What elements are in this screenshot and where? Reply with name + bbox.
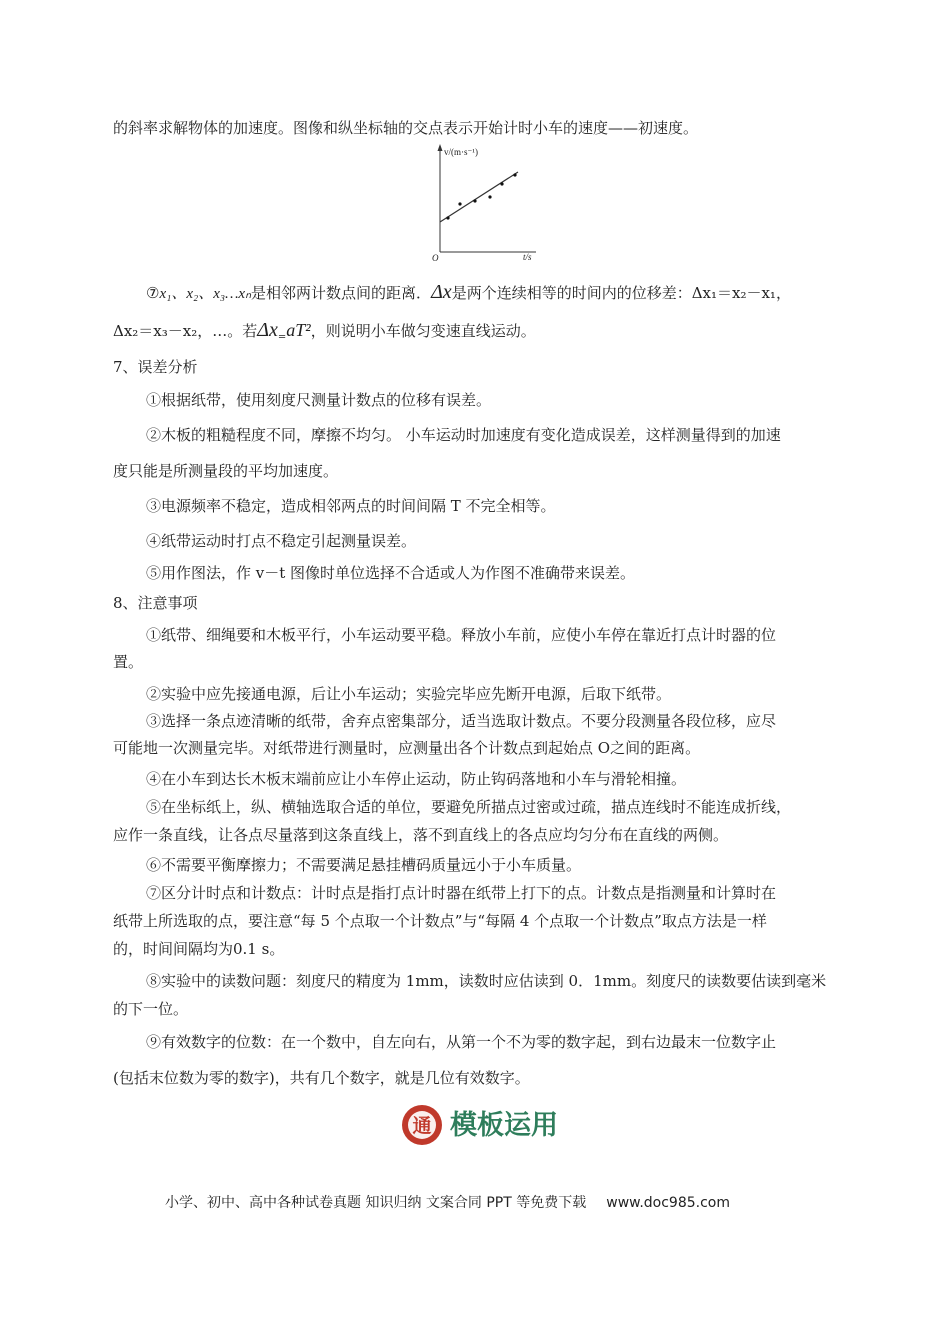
logo-badge-char: 通: [412, 1115, 432, 1137]
intro-paragraph: 的斜率求解物体的加速度。图像和纵坐标轴的交点表示开始计时小车的速度——初速度。: [113, 119, 699, 137]
sec7-item: 度只能是所测量段的平均加速度。: [113, 462, 339, 480]
sec8-line: ②实验中应先接通电源，后让小车运动；实验完毕应先断开电源，后取下纸带。: [146, 685, 672, 703]
sec8-line: ④在小车到达长木板末端前应让小车停止运动，防止钩码落地和小车与滑轮相撞。: [146, 770, 687, 788]
sec8-line: (包括末位数为零的数字)，共有几个数字，就是几位有效数字。: [113, 1069, 530, 1087]
x-axis-label: t/s: [523, 252, 532, 262]
formula-aT2: aT²: [286, 320, 311, 340]
section-7-title: 7、误差分析: [113, 358, 198, 376]
item7-line1: ⑦x₁、x₂、x₃…xₙ是相邻两计数点间的距离．Δx是两个连续相等的时间内的位移差：Δx₁＝x₂－x₁，: [146, 281, 791, 303]
sec8-line: 的，时间间隔均为0.1 s。: [113, 940, 285, 958]
data-point: [488, 195, 491, 198]
sec8-line: 置。: [113, 653, 144, 671]
sec8-line: ⑧实验中的读数问题：刻度尺的精度为 1mm，读数时应估读到 0．1mm。刻度尺的读数要估读到毫米: [146, 972, 827, 990]
sec8-line: 的下一位。: [113, 1000, 189, 1018]
sec7-item: ①根据纸带，使用刻度尺测量计数点的位移有误差。: [146, 391, 492, 409]
footer-text: 小学、初中、高中各种试卷真题 知识归纳 文案合同 PPT 等免费下载: [165, 1195, 587, 1211]
sec8-line: ⑤在坐标纸上，纵、横轴选取合适的单位，要避免所描点过密或过疏，描点连线时不能连成折线，: [146, 798, 792, 816]
footer-url[interactable]: www.doc985.com: [606, 1195, 730, 1211]
delta-x: Δx: [431, 281, 452, 303]
sec7-item: ⑤用作图法，作 v－t 图像时单位选择不合适或人为作图不准确带来误差。: [146, 564, 636, 582]
data-point: [473, 199, 476, 202]
item7-vars: x₁、x₂、x₃…xₙ: [159, 286, 252, 302]
sec8-line: 纸带上所选取的点，要注意“每 5 个点取一个计数点”与“每隔 4 个点取一个计数点”取点方法是一样: [113, 912, 767, 930]
sec7-item: ②木板的粗糙程度不同，摩擦不均匀。 小车运动时加速度有变化造成误差，这样测量得到的加速: [146, 426, 781, 444]
data-point: [446, 216, 449, 219]
data-point: [513, 173, 516, 176]
sec8-line: 可能地一次测量完毕。对纸带进行测量时，应测量出各个计数点到起始点 O之间的距离。: [113, 739, 701, 757]
velocity-time-graph: [420, 140, 540, 262]
fit-line: [440, 172, 518, 222]
sec7-item: ④纸带运动时打点不稳定引起测量误差。: [146, 532, 417, 550]
sec8-line: ⑦区分计时点和计数点：计时点是指打点计时器在纸带上打下的点。计数点是指测量和计算时在: [146, 884, 777, 902]
data-point: [458, 202, 461, 205]
sec8-line: 应作一条直线，让各点尽量落到这条直线上，落不到直线上的各点应均匀分布在直线的两侧。: [113, 826, 729, 844]
y-axis-label: v/(m·s⁻¹): [444, 147, 478, 157]
origin-label: O: [432, 253, 439, 262]
sec8-line: ①纸带、细绳要和木板平行，小车运动要平稳。释放小车前，应使小车停在靠近打点计时器的位: [146, 626, 777, 644]
sec8-line: ⑥不需要平衡摩擦力；不需要满足悬挂槽码质量远小于小车质量。: [146, 856, 582, 874]
sec8-line: ⑨有效数字的位数：在一个数中，自左向右，从第一个不为零的数字起，到右边最末一位数字止: [146, 1033, 777, 1051]
template-usage-logo: [400, 1100, 580, 1150]
data-point: [500, 182, 503, 185]
sec8-line: ③选择一条点迹清晰的纸带，舍弃点密集部分，适当选取计数点。不要分段测量各段位移，应尽: [146, 712, 777, 730]
section-8-title: 8、注意事项: [113, 594, 198, 612]
sec7-item: ③电源频率不稳定，造成相邻两点的时间间隔 T 不完全相等。: [146, 497, 556, 515]
page-footer: [165, 1192, 730, 1212]
logo-text: 模板运用: [450, 1110, 558, 1141]
item7-line2: Δx₂＝x₃－x₂，…。若$\Delta x_=aT^2$，则说明小车做匀变速直线运动。: [113, 319, 536, 343]
y-axis-arrow-icon: [438, 144, 443, 151]
delta-x-2: Δx: [257, 319, 278, 341]
